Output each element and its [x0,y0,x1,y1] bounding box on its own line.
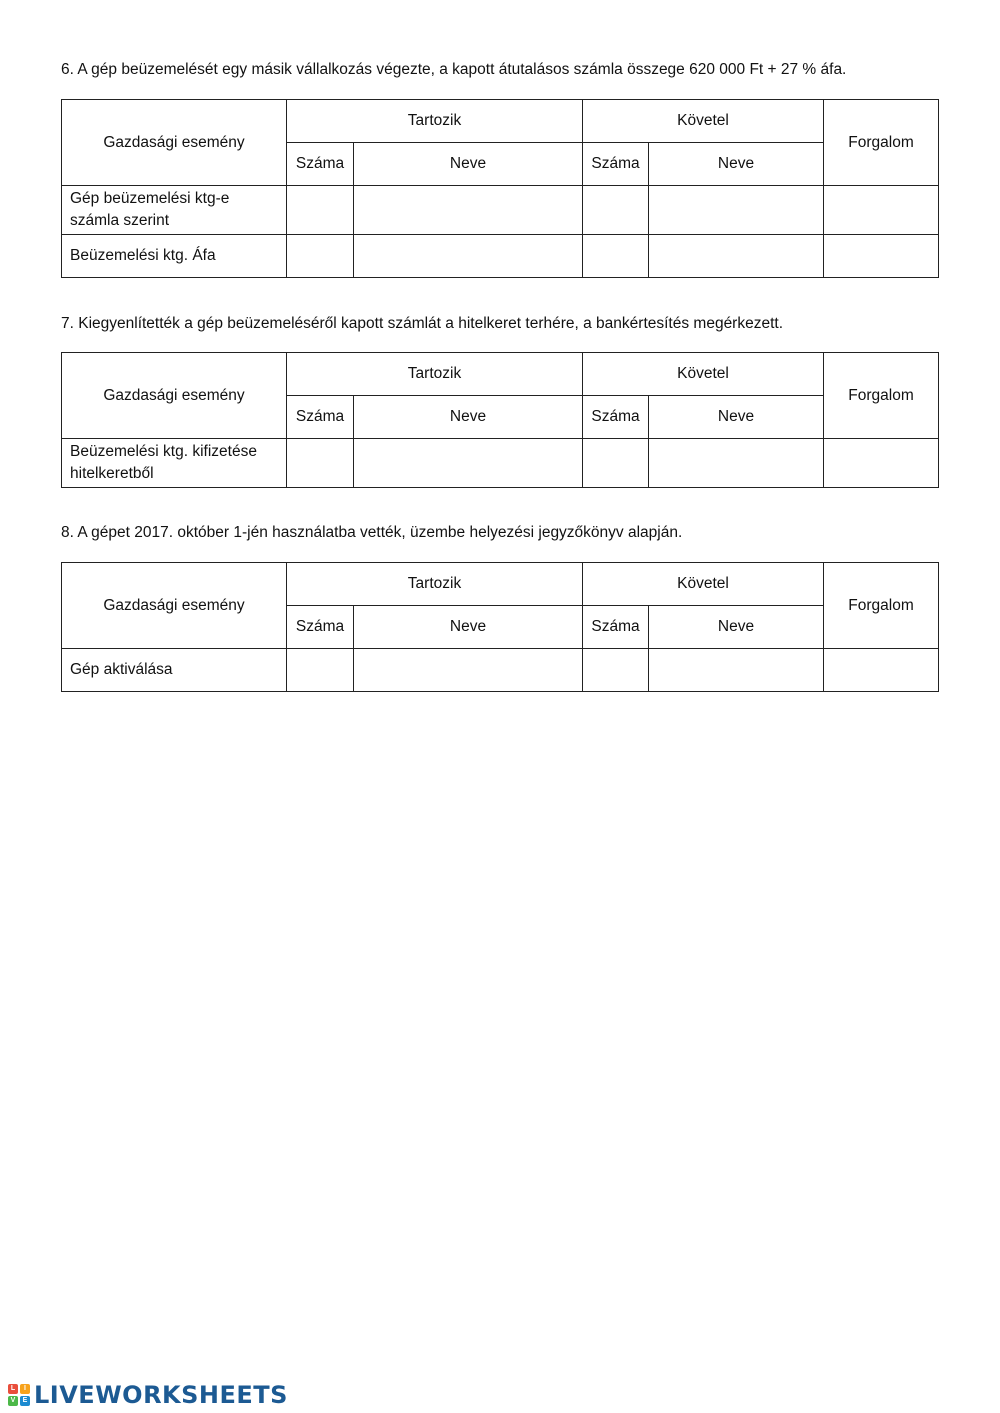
ledger-table-task-8 [61,562,939,692]
logo-blocks-icon [8,1384,30,1406]
header-credit-number: Száma [583,606,649,649]
credit-name-input[interactable] [649,649,824,692]
credit-number-input[interactable] [583,649,649,692]
debit-number-input[interactable] [287,235,354,278]
logo-text: LIVEWORKSHEETS [34,1381,288,1409]
task-8-text: 8. A gépet 2017. október 1-jén használatba vették, üzembe helyezési jegyzőkönyv alapján. [61,524,683,541]
debit-number-input[interactable] [287,649,354,692]
event-label: Gép aktiválása [62,649,287,692]
table-row [62,235,939,278]
turnover-input[interactable] [824,649,939,692]
logo-block: V [8,1396,18,1406]
header-credit-name: Neve [649,606,824,649]
debit-name-input[interactable] [354,439,583,488]
ledger-table-task-7 [61,352,939,488]
credit-number-input[interactable] [583,235,649,278]
header-credit-name: Neve [649,143,824,186]
header-debit-name: Neve [354,396,583,439]
liveworksheets-logo [8,1381,288,1409]
header-debit-name: Neve [354,143,583,186]
header-debit-name: Neve [354,606,583,649]
credit-name-input[interactable] [649,235,824,278]
event-label: Beüzemelési ktg. kifizetése hitelkeretből [62,439,287,488]
logo-block: E [20,1396,30,1406]
header-credit-number: Száma [583,396,649,439]
event-label: Gép beüzemelési ktg-e számla szerint [62,186,287,235]
header-debit-number: Száma [287,606,354,649]
header-turnover: Forgalom [824,100,939,186]
header-credit: Követel [583,353,824,396]
header-debit: Tartozik [287,100,583,143]
header-credit: Követel [583,100,824,143]
debit-name-input[interactable] [354,186,583,235]
event-label: Beüzemelési ktg. Áfa [62,235,287,278]
turnover-input[interactable] [824,235,939,278]
debit-number-input[interactable] [287,186,354,235]
header-credit-number: Száma [583,143,649,186]
credit-number-input[interactable] [583,439,649,488]
header-debit-number: Száma [287,396,354,439]
header-turnover: Forgalom [824,353,939,439]
header-event: Gazdasági esemény [62,563,287,649]
header-debit: Tartozik [287,353,583,396]
header-event: Gazdasági esemény [62,353,287,439]
task-6-text: 6. A gép beüzemelését egy másik vállalkozás végezte, a kapott átutalásos számla összege 620 000 Ft + 27 % áfa. [61,61,847,78]
table-row [62,439,939,488]
credit-name-input[interactable] [649,439,824,488]
debit-name-input[interactable] [354,649,583,692]
task-7-text: 7. Kiegyenlítették a gép beüzemeléséről kapott számlát a hitelkeret terhére, a bankértesítés megérkezett. [61,315,784,332]
header-debit: Tartozik [287,563,583,606]
header-event: Gazdasági esemény [62,100,287,186]
credit-name-input[interactable] [649,186,824,235]
header-credit: Követel [583,563,824,606]
credit-number-input[interactable] [583,186,649,235]
logo-block: L [8,1384,18,1394]
table-row [62,186,939,235]
table-row [62,649,939,692]
debit-name-input[interactable] [354,235,583,278]
turnover-input[interactable] [824,439,939,488]
header-debit-number: Száma [287,143,354,186]
ledger-table-task-6 [61,99,939,278]
header-turnover: Forgalom [824,563,939,649]
debit-number-input[interactable] [287,439,354,488]
logo-block: I [20,1384,30,1394]
turnover-input[interactable] [824,186,939,235]
header-credit-name: Neve [649,396,824,439]
